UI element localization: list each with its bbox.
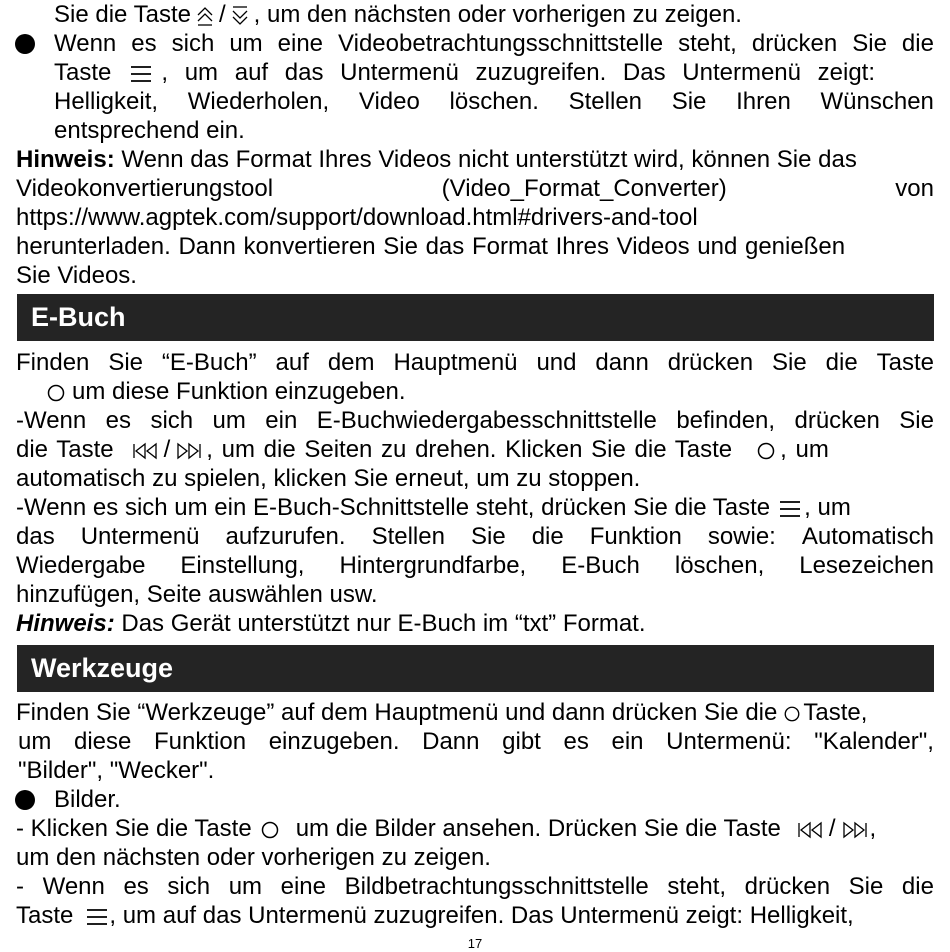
text-line [16, 493, 934, 522]
justified-line [16, 522, 934, 551]
word: eine [277, 30, 324, 57]
word: steht, [678, 30, 737, 57]
note-line [16, 145, 934, 174]
word: Sie [772, 349, 807, 376]
word: die [901, 873, 934, 900]
word: Stellen [371, 523, 445, 550]
text: Finden Sie “Werkzeuge” auf dem Hauptmenü und dann drücken Sie die [16, 699, 778, 726]
text: , um [804, 494, 851, 521]
word: sich [150, 407, 194, 434]
text: Sie die Taste [54, 1, 191, 28]
word: drücken [744, 873, 831, 900]
word: Video [358, 88, 420, 115]
text-line: Bilder. [54, 786, 121, 813]
justified-line [54, 87, 934, 116]
section-title: Werkzeuge [31, 653, 174, 683]
text: , um auf das Untermenü zuzugreifen. Das Untermenü zeigt: Helligkeit, [109, 902, 854, 929]
note-label: Hinweis: [16, 610, 115, 637]
word: und [536, 349, 577, 376]
word: Automatisch [801, 523, 934, 550]
word: dem [327, 349, 375, 376]
text-line [54, 58, 934, 87]
word: Sie [108, 349, 143, 376]
circle-button-icon [783, 704, 801, 724]
justified-line [16, 551, 934, 580]
word: "Kalender", [814, 728, 934, 755]
word: Lesezeichen [799, 552, 934, 579]
text: die Taste [16, 436, 114, 463]
word: Sie [671, 88, 707, 115]
text-line: herunterladen. Dann konvertieren Sie das Format Ihres Videos und genießen [16, 233, 846, 260]
text: Taste [54, 59, 112, 86]
word: sowie: [707, 523, 776, 550]
text: Taste, [803, 699, 868, 726]
text-line [16, 814, 934, 843]
text: Wenn das Format Ihres Videos nicht unterstützt wird, können Sie das [114, 146, 857, 173]
word: - [16, 873, 24, 900]
word: löschen. [449, 88, 539, 115]
bullet [15, 790, 35, 810]
word: auf [275, 349, 309, 376]
word: Sie [852, 30, 887, 57]
text-line [54, 0, 934, 29]
word: dann [595, 349, 649, 376]
section-title: E-Buch [31, 302, 126, 332]
word: um [212, 407, 246, 434]
word: Funktion [154, 728, 247, 755]
text: um diese Funktion einzugeben. [72, 378, 406, 405]
text: / [828, 815, 836, 842]
word: einzugeben. [268, 728, 400, 755]
word: steht, [667, 873, 727, 900]
word: um [228, 873, 263, 900]
justified-line [16, 872, 934, 901]
word: es [123, 873, 149, 900]
word: Helligkeit, [54, 88, 159, 115]
next-track-icon [174, 441, 202, 461]
word: es [131, 30, 157, 57]
previous-track-icon [132, 441, 160, 461]
word: Hintergrundfarbe, [339, 552, 527, 579]
word: es [105, 407, 132, 434]
circle-button-icon [46, 383, 66, 403]
text: Taste [16, 902, 74, 929]
word: um [18, 728, 52, 755]
word: ein [611, 728, 644, 755]
word: die [531, 523, 564, 550]
word: Stellen [568, 88, 643, 115]
word: befinden, [676, 407, 776, 434]
word: E-Buchwiedergabesschnittstelle [316, 407, 657, 434]
word: Wiederholen, [187, 88, 330, 115]
word: das [16, 523, 55, 550]
word: drücken [794, 407, 880, 434]
word: Sie [899, 407, 934, 434]
next-track-icon [840, 820, 868, 840]
word: aufzurufen. [225, 523, 346, 550]
word: um [229, 30, 263, 57]
justified-line [16, 348, 934, 377]
text-line: "Bilder", "Wecker". [18, 757, 215, 784]
circle-button-icon [756, 441, 776, 461]
justified-line [18, 727, 934, 756]
word: Untermenü: [666, 728, 792, 755]
text: , um auf das Untermenü zuzugreifen. Das Untermenü zeigt: [161, 59, 876, 86]
down-icon [230, 5, 250, 27]
justified-line [54, 29, 934, 58]
text: / [163, 436, 171, 463]
menu-icon [778, 499, 802, 519]
word: sich [171, 30, 215, 57]
word: die [825, 349, 858, 376]
word: Wenn [54, 30, 117, 57]
text-line [16, 698, 946, 727]
word: eine [280, 873, 326, 900]
text-line: hinzufügen, Seite auswählen usw. [16, 581, 378, 608]
text: -Wenn es sich um ein E-Buch-Schnittstelle steht, drücken Sie die Taste [16, 494, 771, 521]
url-text: https://www.agptek.com/support/download.html#drivers-and-tool [16, 204, 698, 231]
word: drücken [667, 349, 754, 376]
word: sich [167, 873, 211, 900]
word: Finden [16, 349, 90, 376]
word: Ihren [736, 88, 791, 115]
text-line: entsprechend ein. [54, 117, 245, 144]
menu-icon [129, 64, 153, 84]
word: von [895, 175, 934, 202]
text-line [16, 435, 934, 464]
section-header-tools [17, 645, 934, 692]
text-line: automatisch zu spielen, klicken Sie erneut, um zu stoppen. [16, 465, 641, 492]
word: Hauptmenü [393, 349, 518, 376]
section-header-ebook [17, 294, 934, 341]
text: , um [780, 436, 829, 463]
text: Das Gerät unterstützt nur E-Buch im “txt” Format. [114, 610, 646, 637]
text-line: Sie Videos. [16, 262, 137, 289]
text: - Klicken Sie die Taste [16, 815, 252, 842]
note-label: Hinweis: [16, 146, 115, 173]
word: löschen, [674, 552, 765, 579]
up-icon [195, 5, 215, 27]
word: Wiedergabe [16, 552, 146, 579]
word: E-Buch [561, 552, 640, 579]
word: drücken [751, 30, 838, 57]
word: Sie [470, 523, 506, 550]
circle-button-icon [260, 820, 280, 840]
word: gibt [502, 728, 541, 755]
word: die [901, 30, 934, 57]
word: Videobetrachtungsschnittstelle [338, 30, 664, 57]
word: “E-Buch” [161, 349, 257, 376]
justified-line [16, 174, 934, 203]
text: , um die Seiten zu drehen. Klicken Sie die Taste [206, 436, 733, 463]
word: Untermenü [80, 523, 200, 550]
word: (Video_Format_Converter) [441, 175, 727, 202]
text-line [46, 377, 950, 406]
justified-line [16, 406, 934, 435]
bullet [15, 34, 35, 54]
text: , um den nächsten oder vorherigen zu zeigen. [253, 1, 742, 28]
text: um die Bilder ansehen. Drücken Sie die Taste [295, 815, 781, 842]
word: Wenn [42, 873, 105, 900]
text: , [869, 815, 877, 842]
text-line: um den nächsten oder vorherigen zu zeigen. [16, 844, 491, 871]
page-number: 17 [467, 936, 483, 951]
word: es [563, 728, 589, 755]
word: Sie [848, 873, 884, 900]
word: Wünschen [820, 88, 934, 115]
menu-icon [85, 907, 109, 927]
word: ein [265, 407, 298, 434]
word: Bildbetrachtungsschnittstelle [344, 873, 649, 900]
word: Funktion [589, 523, 682, 550]
text: / [218, 1, 226, 28]
text-line [16, 901, 934, 930]
word: Einstellung, [180, 552, 305, 579]
previous-track-icon [797, 820, 825, 840]
word: Videokonvertierungstool [16, 175, 274, 202]
word: diese [73, 728, 132, 755]
word: Taste [876, 349, 934, 376]
word: -Wenn [16, 407, 87, 434]
word: Dann [422, 728, 480, 755]
note-line [16, 609, 934, 638]
